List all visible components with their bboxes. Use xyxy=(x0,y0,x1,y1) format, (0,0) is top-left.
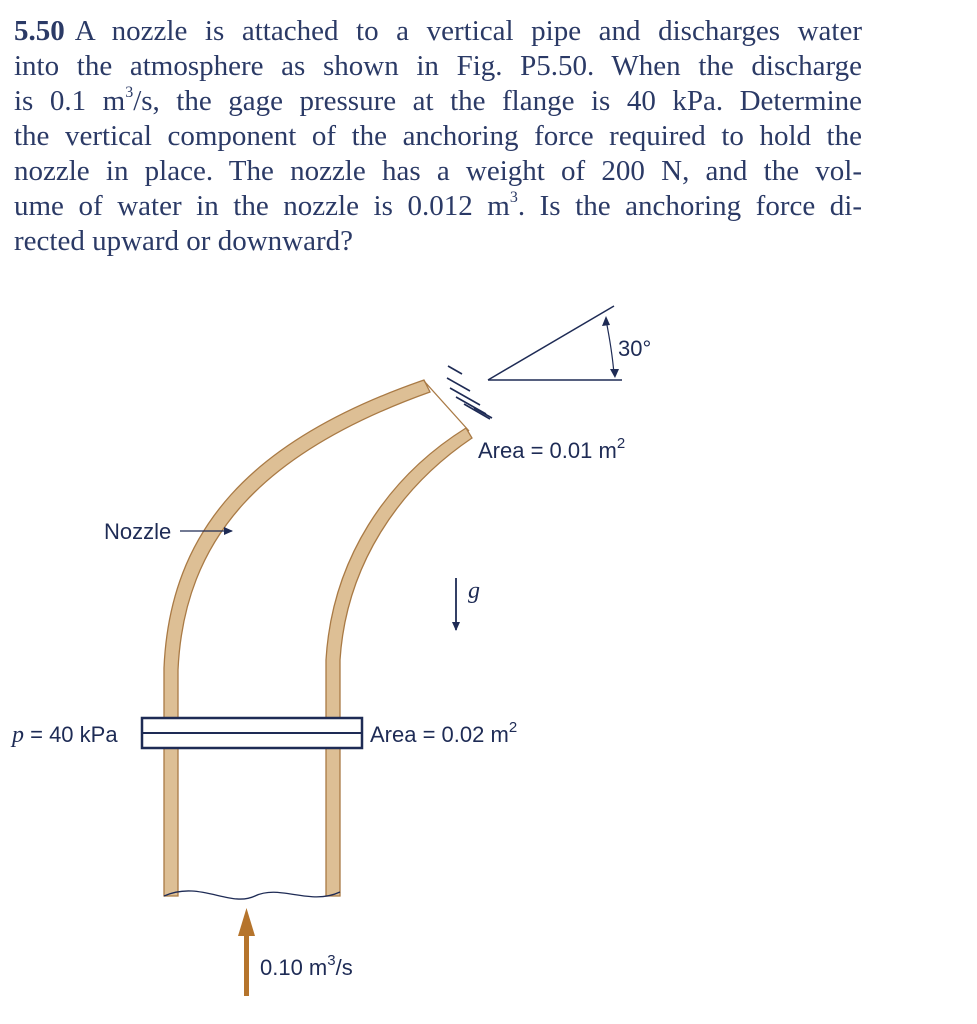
flange-area-label: Area = 0.02 $m^2$ xyxy=(370,719,518,747)
angle-arc-arrow-bottom xyxy=(610,369,619,378)
problem-line-4: the vertical component of the anchoring force required to hold the xyxy=(14,120,862,152)
problem-line-7: rected upward or downward? xyxy=(14,225,353,257)
nozzle-outer-wall xyxy=(164,380,430,718)
problem-line-6: ume of water in the nozzle is 0.012 $m^3$. Is the anchoring force di- xyxy=(14,189,863,222)
angle-label: 30° xyxy=(618,336,652,361)
problem-number: 5.50 xyxy=(14,15,65,47)
pipe-right-wall xyxy=(326,748,340,896)
nozzle-label: Nozzle xyxy=(104,519,172,544)
problem-line-3: is 0.1 $m^3/s$, the gage pressure at the flange is 40 kPa. Determine xyxy=(14,84,863,117)
nozzle-exit-line xyxy=(424,381,469,431)
angle-arc xyxy=(606,320,614,374)
angle-arc-arrow-top xyxy=(602,316,610,326)
problem-line-5: nozzle in place. The nozzle has a weight of 200 N, and the vol- xyxy=(14,155,862,187)
flow-rate-label: 0.10 $m^3/s$ xyxy=(260,952,353,980)
problem-line-1: 5.50 A nozzle is attached to a vertical pipe and discharges water xyxy=(14,15,862,47)
pipe-left-wall xyxy=(164,748,178,896)
pipe-break-line xyxy=(164,891,340,899)
nozzle-inner-wall xyxy=(326,428,472,718)
water-jet-lines xyxy=(447,366,492,419)
gravity-label: g xyxy=(468,578,480,604)
jet-direction-line xyxy=(488,306,614,380)
pressure-label: p = 40 kPa xyxy=(12,722,118,748)
problem-line-2: into the atmosphere as shown in Fig. P5.50. When the discharge xyxy=(14,50,862,82)
flow-arrow-head xyxy=(238,908,255,936)
exit-area-label: Area = 0.01 $m^2$ xyxy=(478,435,626,463)
flow-arrow-shaft xyxy=(244,934,249,996)
